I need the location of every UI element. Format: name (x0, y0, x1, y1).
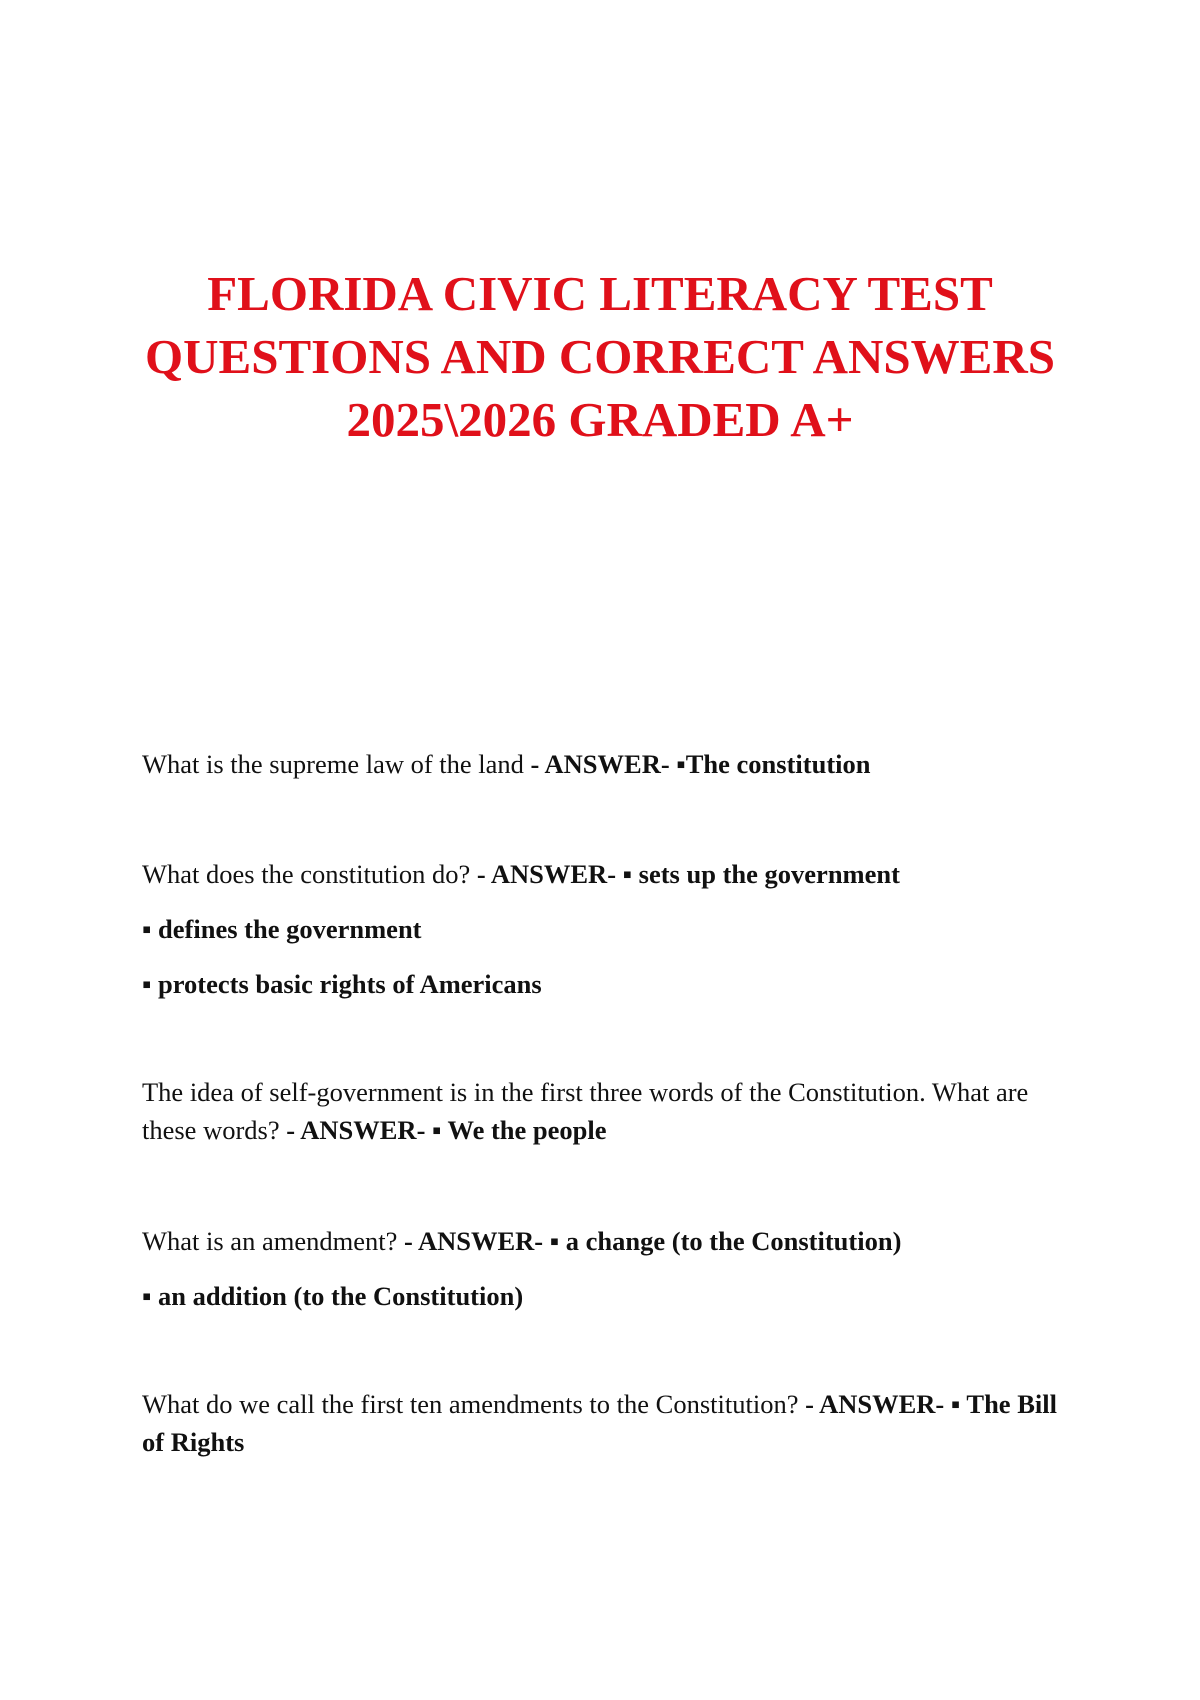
question-text: What does the constitution do? (142, 859, 471, 889)
title-line-1: FLORIDA CIVIC LITERACY TEST (207, 266, 993, 321)
qa-item-4 (142, 1222, 1062, 1315)
title-line-3: 2025\2026 GRADED A+ (346, 392, 854, 447)
title-line-2: QUESTIONS AND CORRECT ANSWERS (145, 329, 1055, 384)
answer-text: - ANSWER- ▪ We the people (279, 1115, 607, 1145)
answer-bullet: ▪ protects basic rights of Americans (142, 969, 542, 999)
answer-bullet: ▪ an addition (to the Constitution) (142, 1281, 524, 1311)
answer-text: - ANSWER- ▪ a change (to the Constitution) (397, 1226, 902, 1256)
answer-text: - ANSWER- ▪The constitution (523, 749, 871, 779)
question-text: What do we call the first ten amendments to the Constitution? (142, 1389, 799, 1419)
answer-bullet: ▪ defines the government (142, 914, 422, 944)
question-text: The idea of self-government is in the first three words of the Constitution. What are these words? (142, 1077, 1029, 1145)
qa-item-2 (142, 855, 1062, 1003)
question-text: What is an amendment? (142, 1226, 398, 1256)
answer-text: - ANSWER- ▪ The Bill of Rights (142, 1389, 1057, 1457)
document-title (100, 262, 1100, 451)
answer-text: - ANSWER- ▪ sets up the government (470, 859, 900, 889)
qa-item-5 (142, 1385, 1062, 1461)
qa-item-1 (142, 745, 1062, 783)
question-text: What is the supreme law of the land (142, 749, 524, 779)
qa-item-3 (142, 1073, 1062, 1149)
